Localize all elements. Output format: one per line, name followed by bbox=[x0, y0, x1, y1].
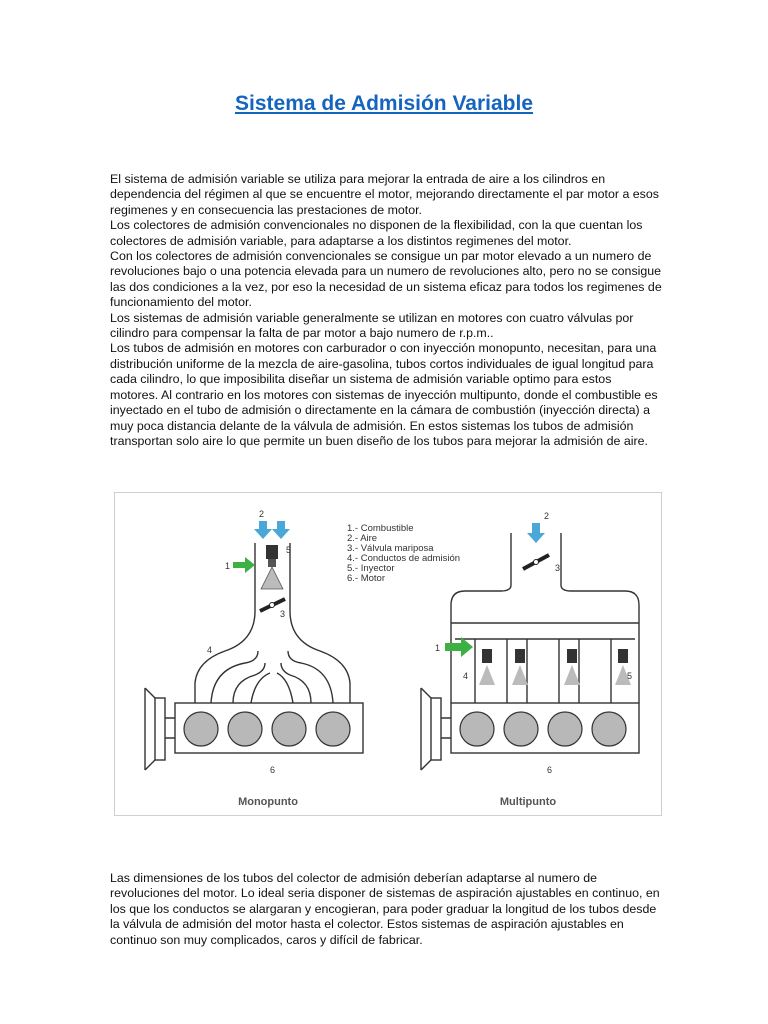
multi-crank bbox=[441, 718, 451, 738]
label-6: 6 bbox=[270, 765, 276, 775]
legend-item: 1.- Combustible bbox=[347, 523, 414, 534]
cylinder bbox=[592, 712, 626, 746]
closing-text bbox=[110, 871, 662, 948]
mono-crank bbox=[165, 718, 175, 738]
legend-item: 6.- Motor bbox=[347, 573, 386, 584]
multi-flywheel-edge bbox=[421, 688, 431, 698]
label-5: 5 bbox=[627, 671, 633, 681]
legend-item: 5.- Inyector bbox=[347, 563, 395, 574]
cylinder bbox=[504, 712, 538, 746]
label-5: 5 bbox=[286, 545, 292, 555]
label-2: 2 bbox=[259, 509, 265, 519]
caption-multipunto: Multipunto bbox=[499, 796, 557, 808]
label-6: 6 bbox=[547, 765, 553, 775]
page-title: Sistema de Admisión Variable bbox=[235, 92, 533, 115]
multi-throttle bbox=[523, 555, 549, 569]
label-3: 3 bbox=[555, 563, 561, 573]
label-1: 1 bbox=[435, 643, 441, 653]
label-3: 3 bbox=[280, 609, 286, 619]
intro-text bbox=[110, 172, 662, 449]
mono-runner bbox=[281, 663, 311, 703]
legend-item: 3.- Válvula mariposa bbox=[347, 543, 434, 554]
multi-plenum-right bbox=[561, 533, 639, 623]
mono-flywheel bbox=[155, 698, 165, 760]
cylinder bbox=[228, 712, 262, 746]
paragraph: Los colectores de admisión convencionales no disponen de la flexibilidad, con la que cuentan los colectores de admisión variable, para adaptarse a los distintos regimenes del motor. bbox=[110, 218, 643, 248]
legend bbox=[347, 523, 460, 584]
cylinder bbox=[272, 712, 306, 746]
cylinder bbox=[184, 712, 218, 746]
intake-diagram bbox=[114, 492, 662, 816]
mono-flywheel-edge bbox=[145, 688, 155, 698]
intake-diagram-svg bbox=[115, 493, 661, 815]
label-4: 4 bbox=[207, 645, 213, 655]
paragraph: Los tubos de admisión en motores con carburador o con inyección monopunto, necesitan, para una distribución uniforme de la mezcla de aire-gasolina, tubos cortos individuales de igual longitud para cada cilindro, lo que imposibilita diseñar un sistema de admisión variable optimo para estos motores. Al contrario en los motores con sistemas de inyección multipunto, donde el combustible es inyectado en el tubo de admisión o directamente en la cámara de combustión (inyección directa) a muy poca distancia delante de la válvula de admisión. En estos sistemas los tubos de admisión transportan solo aire lo que permite un buen diseño de los tubos para mejorar la admisión de aire. bbox=[110, 341, 658, 448]
cylinder bbox=[316, 712, 350, 746]
label-2: 2 bbox=[544, 511, 550, 521]
cylinder bbox=[460, 712, 494, 746]
mono-injector bbox=[261, 545, 283, 589]
mono-runner bbox=[233, 663, 265, 703]
paragraph: El sistema de admisión variable se utiliza para mejorar la entrada de aire a los cilindros en dependencia del régimen al que se encuentre el motor, mejorando directamente el par motor a esos regimenes y en consecuencia las prestaciones de motor. bbox=[110, 172, 659, 217]
paragraph: Los sistemas de admisión variable generalmente se utilizan en motores con cuatro válvulas por cilindro para compensar la falta de par motor a bajo numero de r.p.m.. bbox=[110, 310, 634, 341]
multi-runner bbox=[475, 639, 611, 703]
multi-flywheel bbox=[431, 698, 441, 760]
cylinder bbox=[548, 712, 582, 746]
label-1: 1 bbox=[225, 561, 231, 571]
paragraph: Las dimensiones de los tubos del colector de admisión deberían adaptarse al numero de revoluciones del motor. Lo ideal seria disponer de sistemas de aspiración ajustables en continuo, en los que los conductos se alargaran y encogieran, para poder graduar la longitud de los tubos desde la válvula de admisión del motor hasta el colector. Estos sistemas de aspiración ajustables en continuo son muy complicados, caros y difícil de fabricar. bbox=[110, 871, 660, 947]
legend-item: 2.- Aire bbox=[347, 533, 378, 544]
multi-plenum-left bbox=[451, 533, 511, 623]
mono-flywheel-edge bbox=[145, 760, 155, 770]
label-4: 4 bbox=[463, 671, 469, 681]
mono-runner bbox=[277, 673, 293, 703]
caption-monopunto: Monopunto bbox=[238, 796, 298, 808]
paragraph: Con los colectores de admisión convencionales se consigue un par motor elevado a un numero de revoluciones bajo o una potencia elevada para un numero de revoluciones alto, pero no se consigue las dos condiciones a la vez, por eso la necesidad de un sistema eficaz para todos los regimenes de funcionamiento del motor. bbox=[110, 249, 662, 310]
multi-flywheel-edge bbox=[421, 760, 431, 770]
multi-injectors bbox=[479, 649, 631, 685]
legend-item: 4.- Conductos de admisión bbox=[347, 553, 461, 564]
mono-runner bbox=[251, 673, 270, 703]
